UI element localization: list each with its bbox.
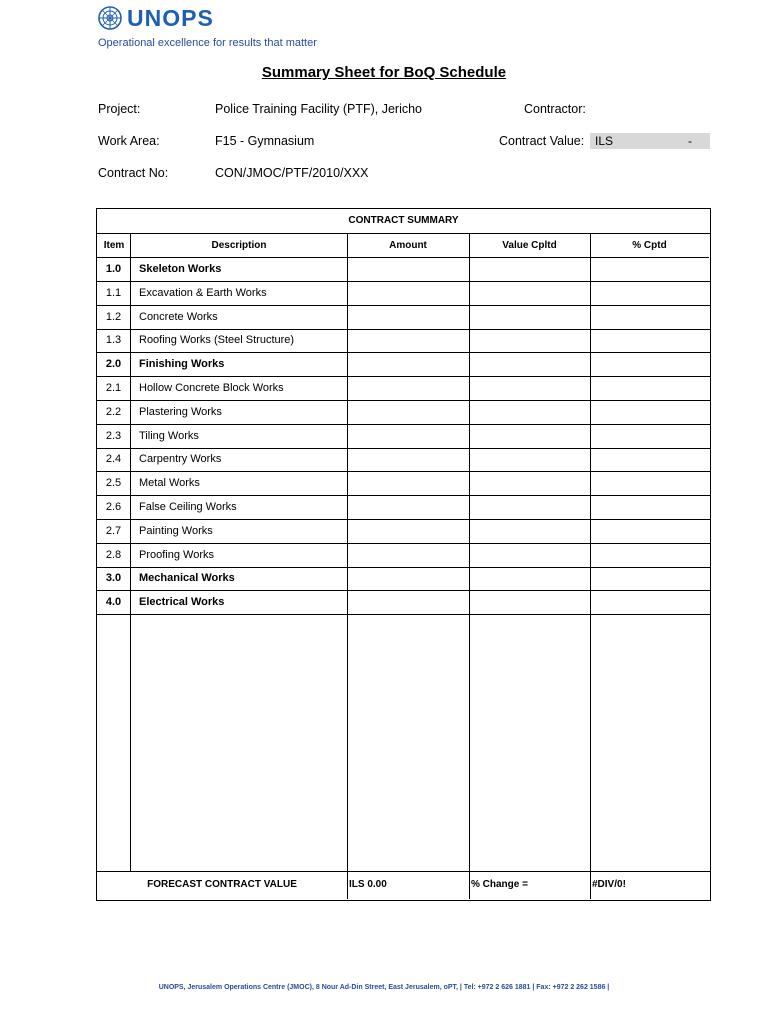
forecast-label: FORECAST CONTRACT VALUE: [147, 879, 297, 890]
item-number: 2.0: [105, 358, 122, 371]
contract-no-label: Contract No:: [98, 166, 169, 180]
column-header-item: Item: [97, 233, 131, 258]
column-header-value-cpltd: Value Cpltd: [469, 233, 590, 258]
item-number: 1.1: [105, 286, 122, 299]
change-value: #DIV/0!: [592, 879, 626, 890]
table-row: [97, 496, 710, 520]
page-header: [97, 4, 317, 49]
item-description: Electrical Works: [139, 596, 225, 609]
item-number: 2.5: [105, 477, 122, 490]
forecast-amount: ILS 0.00: [349, 879, 387, 890]
table-row: [97, 591, 710, 615]
un-emblem-icon: [97, 5, 123, 31]
contract-value-field: [590, 133, 710, 149]
document-title: Summary Sheet for BoQ Schedule: [261, 64, 507, 81]
item-number: 2.4: [105, 453, 122, 466]
item-number: 1.3: [105, 334, 122, 347]
item-number: 4.0: [105, 596, 122, 609]
table-row: [97, 520, 710, 544]
column-header-amount: Amount: [347, 233, 469, 258]
item-number: 2.2: [105, 405, 122, 418]
table-row: [97, 472, 710, 496]
column-divider: [347, 872, 348, 899]
item-description: Roofing Works (Steel Structure): [139, 334, 295, 347]
contract-value-currency: ILS: [595, 134, 614, 148]
item-description: Tiling Works: [139, 429, 199, 442]
table-row: [97, 448, 710, 472]
contract-no-value: CON/JMOC/PTF/2010/XXX: [215, 166, 369, 180]
work-area-value: F15 - Gymnasium: [215, 134, 315, 148]
table-row: [97, 282, 710, 306]
work-area-label: Work Area:: [98, 134, 160, 148]
project-value: Police Training Facility (PTF), Jericho: [215, 102, 423, 116]
item-description: Hollow Concrete Block Works: [139, 382, 284, 394]
project-label: Project:: [98, 102, 141, 116]
table-row: [97, 329, 710, 353]
table-row: [97, 544, 710, 568]
item-description: Carpentry Works: [139, 453, 222, 466]
forecast-row: [97, 871, 710, 899]
item-description: False Ceiling Works: [139, 501, 237, 513]
item-number: 3.0: [105, 572, 122, 585]
item-number: 1.0: [105, 263, 122, 275]
item-description: Plastering Works: [139, 405, 222, 418]
logo-text: UNOPS: [127, 4, 214, 31]
contract-value-amount: -: [688, 134, 692, 148]
contract-summary-table: [96, 208, 711, 901]
column-divider: [347, 233, 348, 871]
item-number: 1.2: [105, 310, 122, 323]
item-description: Metal Works: [139, 477, 200, 490]
column-header-description: Description: [131, 233, 347, 258]
table-row: [97, 567, 710, 591]
table-heading: CONTRACT SUMMARY: [97, 209, 710, 234]
item-number: 2.7: [105, 524, 122, 537]
column-divider: [469, 233, 470, 871]
table-row: [97, 425, 710, 449]
column-divider: [590, 872, 591, 899]
change-label: % Change =: [471, 879, 528, 890]
table-row: [97, 401, 710, 425]
item-description: Concrete Works: [139, 310, 218, 323]
item-number: 2.3: [105, 429, 122, 442]
item-description: Finishing Works: [139, 358, 225, 371]
table-row: [97, 306, 710, 330]
contract-value-label: Contract Value:: [499, 134, 585, 148]
item-number: 2.1: [105, 382, 122, 394]
item-description: Skeleton Works: [139, 263, 222, 275]
item-description: Mechanical Works: [139, 572, 235, 585]
table-row: [97, 377, 710, 401]
column-header-pct-cptd: % Cptd: [590, 233, 709, 258]
item-description: Proofing Works: [139, 548, 214, 561]
table-row: [97, 258, 710, 282]
tagline: Operational excellence for results that matter: [98, 37, 317, 49]
contractor-label: Contractor:: [524, 102, 586, 116]
column-divider: [590, 233, 591, 871]
item-description: Excavation & Earth Works: [139, 286, 267, 299]
column-divider: [130, 233, 131, 871]
item-description: Painting Works: [139, 524, 213, 537]
table-row: [97, 353, 710, 377]
page-footer: UNOPS, Jerusalem Operations Centre (JMOC), 8 Nour Ad-Din Street, East Jerusalem, oPT, | Tel: +972 2 626 1881 | Fax: +972 2 262 1586 |: [158, 984, 610, 991]
item-number: 2.8: [105, 548, 122, 561]
unops-logo: [97, 4, 317, 32]
column-divider: [469, 872, 470, 899]
item-number: 2.6: [105, 501, 122, 513]
